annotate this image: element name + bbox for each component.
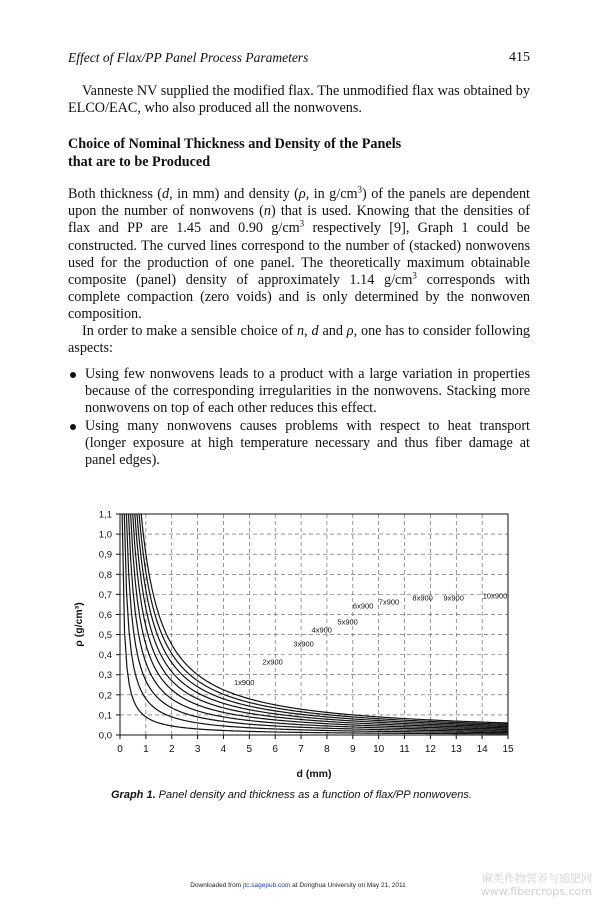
series-line-8x900 bbox=[137, 510, 508, 725]
curve-label: 4x900 bbox=[311, 625, 332, 635]
density-thickness-chart bbox=[70, 500, 530, 785]
series-line-9x900 bbox=[139, 510, 508, 724]
y-tick-label: 0,0 bbox=[98, 730, 112, 742]
curve-label: 3x900 bbox=[293, 639, 314, 649]
series-line-5x900 bbox=[130, 510, 508, 729]
y-tick-label: 1,1 bbox=[98, 509, 112, 521]
series-line-1x900 bbox=[122, 510, 508, 734]
y-tick-label: 0,7 bbox=[98, 589, 112, 601]
y-tick-label: 0,4 bbox=[98, 650, 112, 662]
x-tick-label: 3 bbox=[194, 744, 201, 755]
bullet-item: Using many nonwovens causes problems with respect to heat transport (longer exposure at high temperature necessary and thus fiber damage at panel edges). bbox=[68, 418, 530, 470]
y-tick-label: 0,9 bbox=[98, 549, 112, 561]
y-tick-label: 0,1 bbox=[98, 710, 112, 722]
y-axis-title: ρ (g/cm³) bbox=[73, 602, 85, 647]
x-tick-label: 10 bbox=[373, 744, 385, 755]
curve-label: 2x900 bbox=[262, 657, 283, 667]
series-line-4x900 bbox=[128, 510, 508, 730]
x-tick-label: 11 bbox=[399, 744, 410, 755]
download-footer: Downloaded from jtc.sagepub.com at Donghua University on May 21, 2011 bbox=[190, 882, 406, 889]
curve-label: 7x900 bbox=[378, 597, 400, 607]
bullet-list bbox=[68, 366, 530, 469]
curve-label: 5x900 bbox=[337, 617, 358, 627]
y-tick-label: 0,6 bbox=[98, 609, 112, 621]
x-tick-label: 8 bbox=[324, 744, 330, 755]
y-tick-label: 0,8 bbox=[98, 569, 112, 581]
curve-label: 1x900 bbox=[233, 677, 255, 687]
series-line-10x900 bbox=[141, 510, 508, 723]
x-axis-title: d (mm) bbox=[296, 768, 332, 780]
curve-label: 9x900 bbox=[443, 593, 464, 603]
section-heading-line-2: that are to be Produced bbox=[68, 153, 211, 170]
curve-label: 10x900 bbox=[482, 591, 508, 601]
x-tick-label: 5 bbox=[246, 744, 253, 755]
x-tick-label: 1 bbox=[143, 744, 149, 755]
x-tick-label: 7 bbox=[298, 744, 304, 755]
bullet-dot bbox=[70, 424, 76, 430]
x-tick-label: 0 bbox=[117, 744, 123, 755]
section-heading-line-1: Choice of Nominal Thickness and Density of the Panels bbox=[68, 136, 402, 152]
x-tick-label: 4 bbox=[220, 744, 227, 755]
series-line-2x900 bbox=[124, 510, 508, 733]
y-tick-label: 0,2 bbox=[98, 690, 112, 702]
x-tick-label: 14 bbox=[476, 744, 488, 755]
running-title: Effect of Flax/PP Panel Process Parameters bbox=[68, 50, 309, 65]
plot-frame bbox=[120, 514, 508, 735]
x-tick-label: 2 bbox=[168, 744, 175, 755]
paragraph-3: In order to make a sensible choice of n, d and ρ, one has to consider following aspects: bbox=[68, 323, 531, 357]
curve-label: 8x900 bbox=[412, 593, 433, 603]
x-tick-label: 13 bbox=[450, 744, 462, 755]
x-tick-label: 6 bbox=[272, 744, 278, 755]
watermark: 麻类作物营养与施肥网 www.fibercrops.com bbox=[480, 872, 592, 898]
x-tick-label: 9 bbox=[350, 744, 356, 755]
y-tick-label: 1,0 bbox=[98, 529, 112, 541]
x-tick-label: 15 bbox=[502, 744, 514, 755]
curve-label: 6x900 bbox=[352, 601, 374, 611]
paragraph-2: Both thickness (d, in mm) and density (ρ, in $g/cm^3$) of the panels are dependent upon the number of nonwovens (n) that is used. Knowing that the densities of flax and PP are 1.45 and 0.90 $g/cm^3$ respectively [9], Graph 1 could be constructed. The curved lines correspond to the number of (stacked) nonwovens used for the production of one panel. The theoretically maximum obtainable composite (panel) density of approximately 1.14 $g/cm^3$ corresponds with complete compaction (zero voids) and is only determined by the nonwoven composition. bbox=[68, 184, 531, 323]
y-tick-label: 0,3 bbox=[98, 670, 112, 682]
section-heading bbox=[68, 136, 530, 171]
figure-caption: Graph 1. Panel density and thickness as a function of flax/PP nonwovens. bbox=[111, 789, 472, 801]
series-line-7x900 bbox=[135, 510, 508, 727]
source-link[interactable]: jtc.sagepub.com bbox=[242, 882, 291, 889]
bullet-dot bbox=[70, 372, 76, 378]
page-header bbox=[68, 50, 530, 70]
bullet-item: Using few nonwovens leads to a product with a large variation in properties because of the corresponding irregularities in the nonwovens. Stacking more nonwovens on top of each other reduces this effect. bbox=[68, 366, 530, 418]
page-number: 415 bbox=[509, 50, 530, 65]
y-tick-label: 0,5 bbox=[98, 630, 112, 642]
x-tick-label: 12 bbox=[424, 744, 436, 755]
paragraph-1: Vanneste NV supplied the modified flax. The unmodified flax was obtained by ELCO/EAC, who also produced all the nonwovens. bbox=[68, 83, 530, 117]
